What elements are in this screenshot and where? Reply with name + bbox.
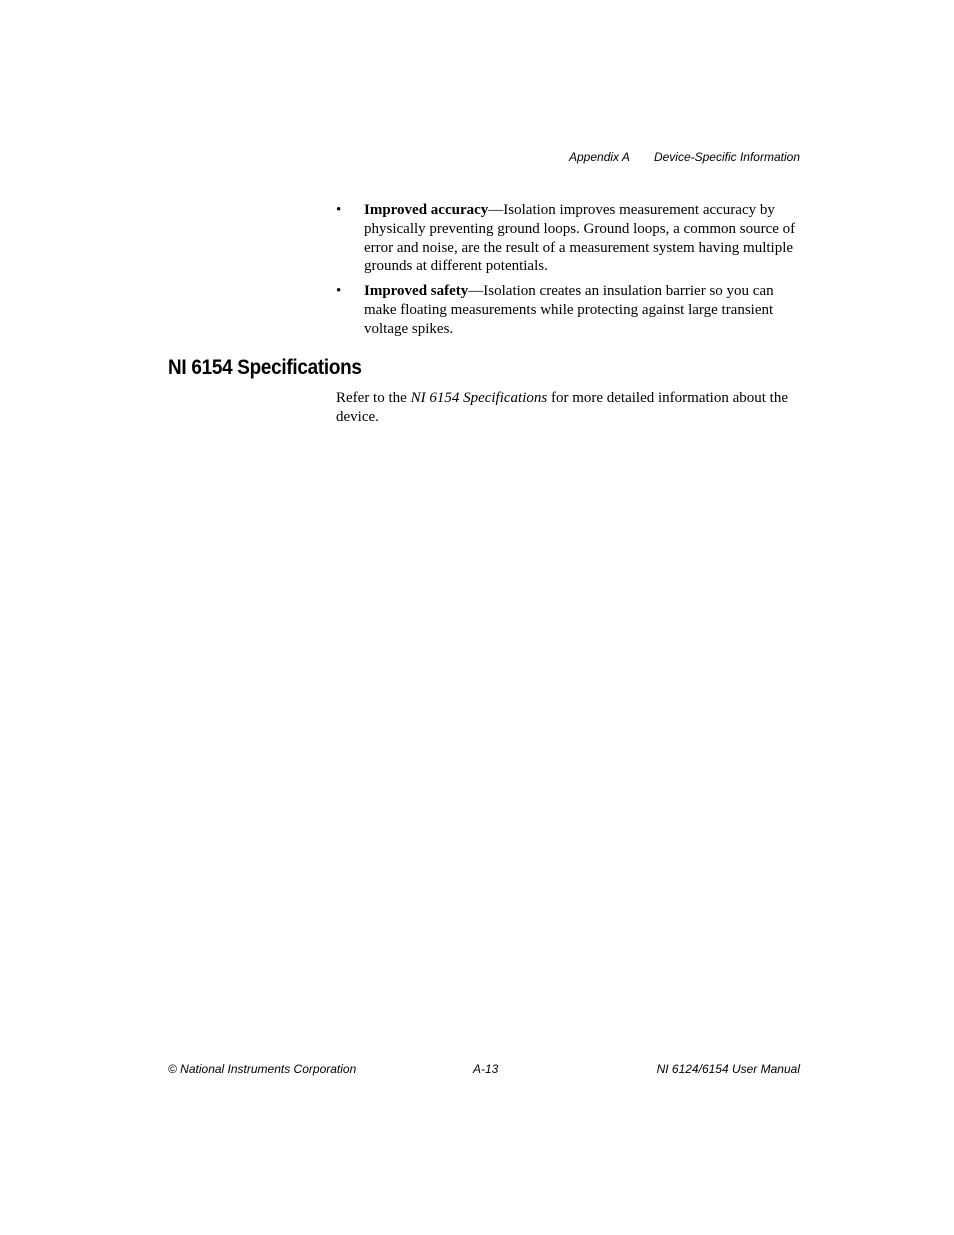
list-item — [336, 282, 806, 338]
footer-manual-title: NI 6124/6154 User Manual — [656, 1062, 800, 1076]
bullet-text: —Isolation creates an insulation barrier so you can make floating measurements while protecting against large transient voltage spikes. — [364, 283, 774, 337]
bullet-term: Improved accuracy — [364, 202, 489, 218]
bullet-term: Improved safety — [364, 283, 469, 300]
footer-copyright: © National Instruments Corporation — [168, 1062, 357, 1076]
list-item — [336, 201, 806, 276]
bullet-mark: • — [336, 283, 342, 300]
section-paragraph — [336, 389, 806, 427]
header-chapter-title: Device-Specific Information — [653, 150, 800, 164]
footer-page-number: A-13 — [473, 1062, 499, 1076]
running-header — [569, 150, 800, 164]
spec-reference: NI 6154 Specifications — [410, 390, 548, 406]
bullet-text: —Isolation improves measurement accuracy by physically preventing ground loops. Ground loops, a common source of error and noise, are the result of a measurement system having multiple grounds at different potentials. — [364, 202, 796, 275]
benefits-list — [336, 201, 806, 345]
header-appendix: Appendix A — [569, 150, 630, 164]
para-suffix: for more detailed information about the device. — [336, 390, 788, 425]
section-heading: NI 6154 Specifications — [168, 356, 362, 379]
para-prefix: Refer to the — [336, 390, 411, 406]
bullet-mark: • — [336, 202, 342, 218]
